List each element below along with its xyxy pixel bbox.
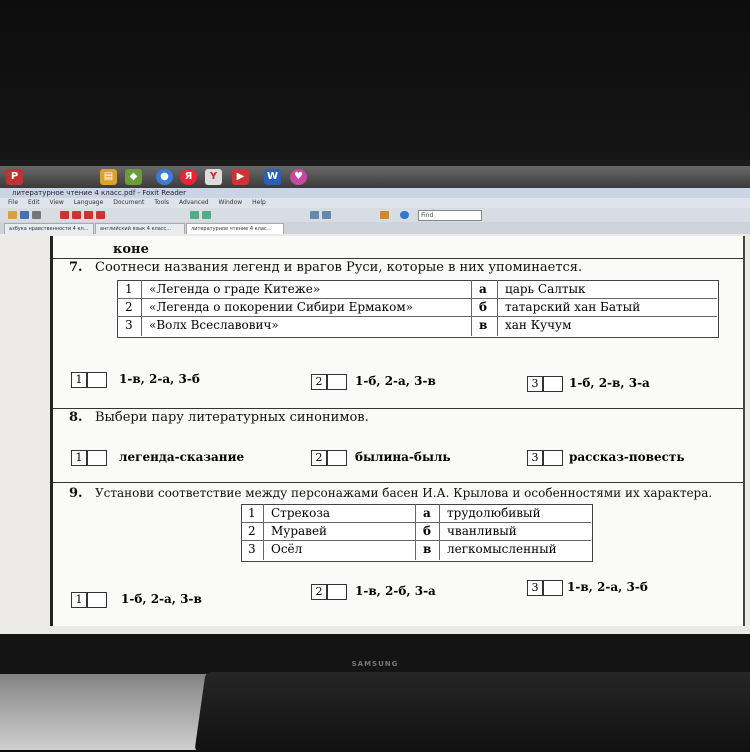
q9-row-divider xyxy=(241,540,591,541)
q9-right-letter: а xyxy=(423,506,431,520)
screen xyxy=(0,166,750,634)
q9-row-divider xyxy=(241,522,591,523)
next-page-icon[interactable] xyxy=(84,211,93,219)
prev-page-icon[interactable] xyxy=(72,211,81,219)
q7-option-text: 1-б, 2-в, 3-а xyxy=(569,376,650,390)
q7-right-letter: б xyxy=(479,300,488,314)
q7-col-divider xyxy=(141,280,142,336)
q7-left-item: «Легенда о граде Китеже» xyxy=(149,282,321,296)
q9-col-divider xyxy=(415,504,416,560)
photos-icon[interactable]: ◆ xyxy=(125,169,142,185)
q7-right-item: царь Салтык xyxy=(505,282,586,296)
word-icon[interactable]: W xyxy=(264,169,281,185)
q7-left-item: «Волх Всеславович» xyxy=(149,318,279,332)
q9-left-num: 3 xyxy=(248,542,256,556)
tab-english[interactable]: английский язык 4 класс... xyxy=(95,223,185,234)
toolbar xyxy=(0,208,750,222)
q7-option-checkbox[interactable] xyxy=(87,372,107,388)
q7-option-checkbox[interactable] xyxy=(327,374,347,390)
q7-col-divider xyxy=(497,280,498,336)
help-icon[interactable] xyxy=(400,211,409,219)
divider xyxy=(53,258,743,259)
q9-option-text: 1-в, 2-а, 3-б xyxy=(567,580,648,594)
tab-literature[interactable]: литературное чтение 4 клас... xyxy=(186,223,284,234)
open-icon[interactable] xyxy=(8,211,17,219)
taskbar xyxy=(0,166,750,188)
q7-row-divider xyxy=(117,298,717,299)
q9-option-number: 3 xyxy=(527,580,543,596)
q7-option-number: 3 xyxy=(527,376,543,392)
menu-tools[interactable]: Tools xyxy=(154,199,170,206)
q8-option-number: 3 xyxy=(527,450,543,466)
q9-option-text: 1-в, 2-б, 3-а xyxy=(355,584,436,598)
q9-col-divider xyxy=(439,504,440,560)
menu-view[interactable]: View xyxy=(49,199,64,206)
q8-option-number: 1 xyxy=(71,450,87,466)
menu-window[interactable]: Window xyxy=(218,199,243,206)
q9-right-letter: б xyxy=(423,524,432,538)
fit-width-icon[interactable] xyxy=(322,211,331,219)
find-input[interactable]: Find xyxy=(418,210,482,221)
menu-language[interactable]: Language xyxy=(73,199,104,206)
q8-option-number: 2 xyxy=(311,450,327,466)
q7-right-letter: в xyxy=(479,318,488,332)
yandex-icon[interactable]: Я xyxy=(180,169,197,185)
pdf-reader-icon[interactable]: P xyxy=(6,169,23,185)
q8-option-checkbox[interactable] xyxy=(87,450,107,466)
q8-number: 8. xyxy=(69,410,83,425)
q9-right-item: чванливый xyxy=(447,524,517,538)
q8-option-checkbox[interactable] xyxy=(543,450,563,466)
window-titlebar xyxy=(0,188,750,198)
keyboard xyxy=(194,672,750,752)
menu-bar xyxy=(0,198,750,208)
zoom-out-icon[interactable] xyxy=(202,211,211,219)
monitor-bottom-bezel xyxy=(0,634,750,674)
q9-option-number: 1 xyxy=(71,592,87,608)
q9-right-letter: в xyxy=(423,542,432,556)
q8-option-text: легенда-сказание xyxy=(119,450,245,464)
q8-option-text: рассказ-повесть xyxy=(569,450,685,464)
print-icon[interactable] xyxy=(32,211,41,219)
q8-option-checkbox[interactable] xyxy=(327,450,347,466)
q7-left-num: 1 xyxy=(125,282,133,296)
window-title: литературное чтение 4 класс.pdf - Foxit Reader xyxy=(12,189,186,197)
q7-option-text: 1-в, 2-а, 3-б xyxy=(119,372,200,386)
menu-edit[interactable]: Edit xyxy=(27,199,40,206)
q9-option-text: 1-б, 2-а, 3-в xyxy=(121,592,202,606)
previous-fragment: коне xyxy=(113,242,149,257)
q9-option-number: 2 xyxy=(311,584,327,600)
q9-left-num: 2 xyxy=(248,524,256,538)
q9-option-checkbox[interactable] xyxy=(87,592,107,608)
q7-number: 7. xyxy=(69,260,83,275)
q7-row-divider xyxy=(117,316,717,317)
q7-right-letter: а xyxy=(479,282,487,296)
q9-left-num: 1 xyxy=(248,506,256,520)
q7-left-num: 2 xyxy=(125,300,133,314)
fit-page-icon[interactable] xyxy=(310,211,319,219)
menu-help[interactable]: Help xyxy=(252,199,266,206)
q7-option-number: 2 xyxy=(311,374,327,390)
pdf-page xyxy=(50,236,745,626)
divider xyxy=(53,482,743,483)
media-icon[interactable]: ▶ xyxy=(232,169,249,185)
typewriter-icon[interactable] xyxy=(380,211,389,219)
q7-right-item: хан Кучум xyxy=(505,318,572,332)
chrome-icon[interactable]: ● xyxy=(156,169,173,185)
q9-option-checkbox[interactable] xyxy=(543,580,563,596)
menu-advanced[interactable]: Advanced xyxy=(178,199,209,206)
status-bar xyxy=(470,614,750,626)
q7-left-num: 3 xyxy=(125,318,133,332)
first-page-icon[interactable] xyxy=(60,211,69,219)
q7-text: Соотнеси названия легенд и врагов Руси, которые в них упоминается. xyxy=(95,260,583,275)
q9-right-item: трудолюбивый xyxy=(447,506,541,520)
q9-text: Установи соответствие между персонажами басен И.А. Крылова и особенностями их характера. xyxy=(95,486,713,500)
last-page-icon[interactable] xyxy=(96,211,105,219)
q7-option-text: 1-б, 2-а, 3-в xyxy=(355,374,436,388)
zoom-in-icon[interactable] xyxy=(190,211,199,219)
monitor-brand: SAMSUNG xyxy=(351,660,399,668)
q7-option-checkbox[interactable] xyxy=(543,376,563,392)
menu-file[interactable]: File xyxy=(8,199,19,206)
explorer-icon[interactable]: ▤ xyxy=(100,169,117,185)
q8-option-text: былина-быль xyxy=(355,450,451,464)
save-icon[interactable] xyxy=(20,211,29,219)
q9-option-checkbox[interactable] xyxy=(327,584,347,600)
q9-number: 9. xyxy=(69,486,83,501)
heart-icon[interactable]: ♥ xyxy=(290,169,307,185)
menu-document[interactable]: Document xyxy=(113,199,145,206)
q9-left-item: Муравей xyxy=(271,524,328,538)
q9-left-item: Осёл xyxy=(271,542,303,556)
youtube-icon[interactable]: Y xyxy=(205,169,222,185)
q7-col-divider xyxy=(471,280,472,336)
q9-col-divider xyxy=(263,504,264,560)
divider xyxy=(53,408,743,409)
document-tabs xyxy=(0,222,750,234)
q7-right-item: татарский хан Батый xyxy=(505,300,641,314)
q9-left-item: Стрекоза xyxy=(271,506,331,520)
q7-option-number: 1 xyxy=(71,372,87,388)
q8-text: Выбери пару литературных синонимов. xyxy=(95,410,369,425)
q9-right-item: легкомысленный xyxy=(447,542,557,556)
tab-azbuka[interactable]: азбука нравственности 4 кл... xyxy=(4,223,94,234)
q7-left-item: «Легенда о покорении Сибири Ермаком» xyxy=(149,300,414,314)
